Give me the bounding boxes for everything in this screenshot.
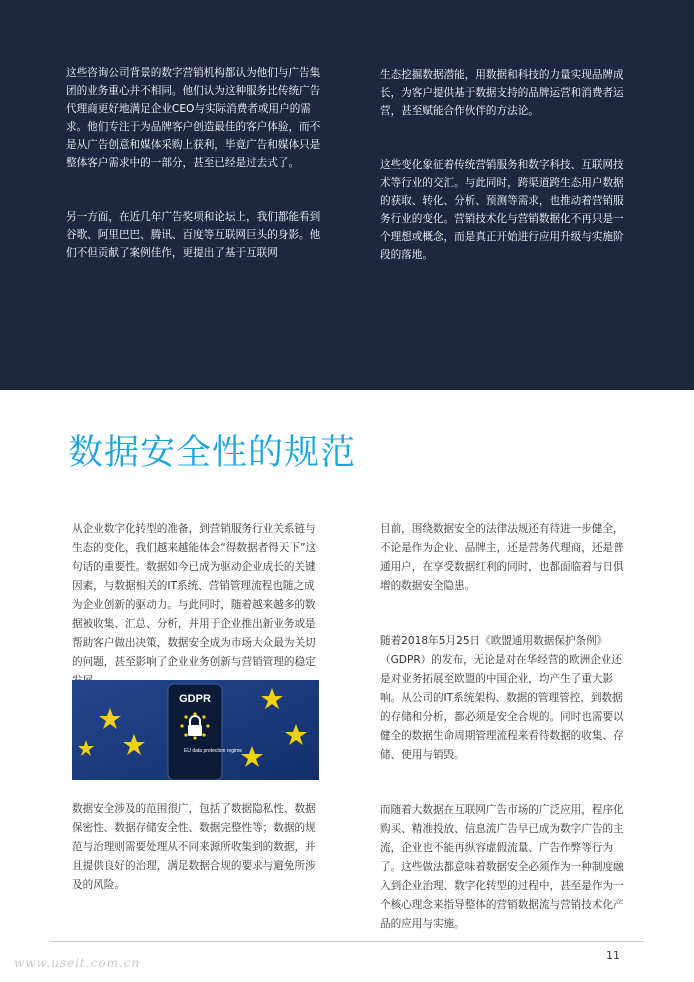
top-right-column xyxy=(380,66,630,264)
body-left-bottom xyxy=(72,800,322,895)
image-caption: EU data protection regime xyxy=(184,748,243,754)
body-left-paragraph-2: 数据安全涉及的范围很广，包括了数据隐私性、数据保密性、数据存储安全性、数据完整性等；数据的规范与治理则需要处理从不同来源所收集到的数据，并且提供良好的治理，满足数据合规的要求与避免所涉及的风险。 xyxy=(72,803,316,891)
body-left-paragraph-1: 从企业数字化转型的准备，到营销服务行业关系链与生态的变化，我们越来越能体会“得数据者得天下”这句话的重要性。数据如今已成为驱动企业成长的关键因素，与数据相关的IT系统、营销管理流程也随之成为企业创新的驱动力。与此同时，随着越来越多的数据被收集、汇总、分析，并用于企业推出新业务或是帮助客户做出决策，数据安全成为市场大众最为关切的问题，甚至影响了企业业务创新与营销管理的稳定 xyxy=(72,523,317,668)
body-right-paragraph-3: 而随着大数据在互联网广告市场的广泛应用，程序化购买、精准投放、信息流广告早已成为数字广告的主流，企业也不能再纵容虚假流量、广告作弊等行为了。这些做法都意味着数据安全必须作为一种制度融入到企业治理、数字化转型的过程中，甚至是作为一个核心理念来指导整体的营销数据流与营销技术化产品的应用与实施。 xyxy=(380,804,624,930)
top-right-paragraph-2: 这些变化象征着传统营销服务和数字科技、互联网技术等行业的交汇。与此同时，跨渠道跨生态用户数据的获取、转化、分析、预测等需求，也推动着营销服务行业的变化。营销技术化与营销数据化不再只是一个理想或概念，而是真正开始进行应用升级与实施阶段的落地。 xyxy=(380,159,624,261)
gdpr-image xyxy=(72,680,319,780)
top-left-paragraph-1: 这些咨询公司背景的数字营销机构都认为他们与广告集团的业务重心并不相同。他们认为这种服务比传统广告代理商更好地满足企业CEO与实际消费者或用户的需求。他们专注于为品牌客户创造最佳的客户体验，而不是从广告创意和媒体采购上获利，毕竟广告和媒体只是整体客户需求中的一部分，甚至已经是过去式了。 xyxy=(66,67,321,169)
top-right-paragraph-1: 生态挖掘数据潜能，用数据和科技的力量实现品牌成长，为客户提供基于数据支持的品牌运营和消费者运营，甚至赋能合作伙伴的方法论。 xyxy=(380,69,624,117)
body-right-column xyxy=(380,520,630,934)
body-right-paragraph-1: 目前，围绕数据安全的法律法规还有待进一步健全，不论是作为企业、品牌主，还是营务代理商，还是普通用户，在享受数据红利的同时，也都面临着与日俱增的数据安全隐患。 xyxy=(380,523,624,592)
gdpr-illustration xyxy=(72,680,319,780)
watermark: www.useit.com.cn xyxy=(14,956,141,970)
page-number: 11 xyxy=(606,949,620,962)
top-left-paragraph-2: 另一方面，在近几年广告奖项和论坛上，我们都能看到谷歌、阿里巴巴、腾讯、百度等互联网巨头的身影。他们不但贡献了案例佳作，更提出了基于互联网 xyxy=(66,211,321,259)
body-right-paragraph-2: 随着2018年5月25日《欧盟通用数据保护条例》（GDPR）的发布，无论是对在华经营的欧洲企业还是对业务拓展至欧盟的中国企业，均产生了重大影响。从公司的IT系统架构、数据的管理管控，到数据的存储和分析，都必须是安全合规的。同时也需要以健全的数据生命周期管理流程来看待数据的收集、存储、使用与销毁。 xyxy=(380,635,624,761)
gdpr-label: GDPR xyxy=(179,693,211,705)
section-title: 数据安全性的规范 xyxy=(68,433,357,473)
top-left-column xyxy=(66,64,322,262)
body-left-top xyxy=(72,520,322,691)
footer-divider xyxy=(50,941,644,942)
